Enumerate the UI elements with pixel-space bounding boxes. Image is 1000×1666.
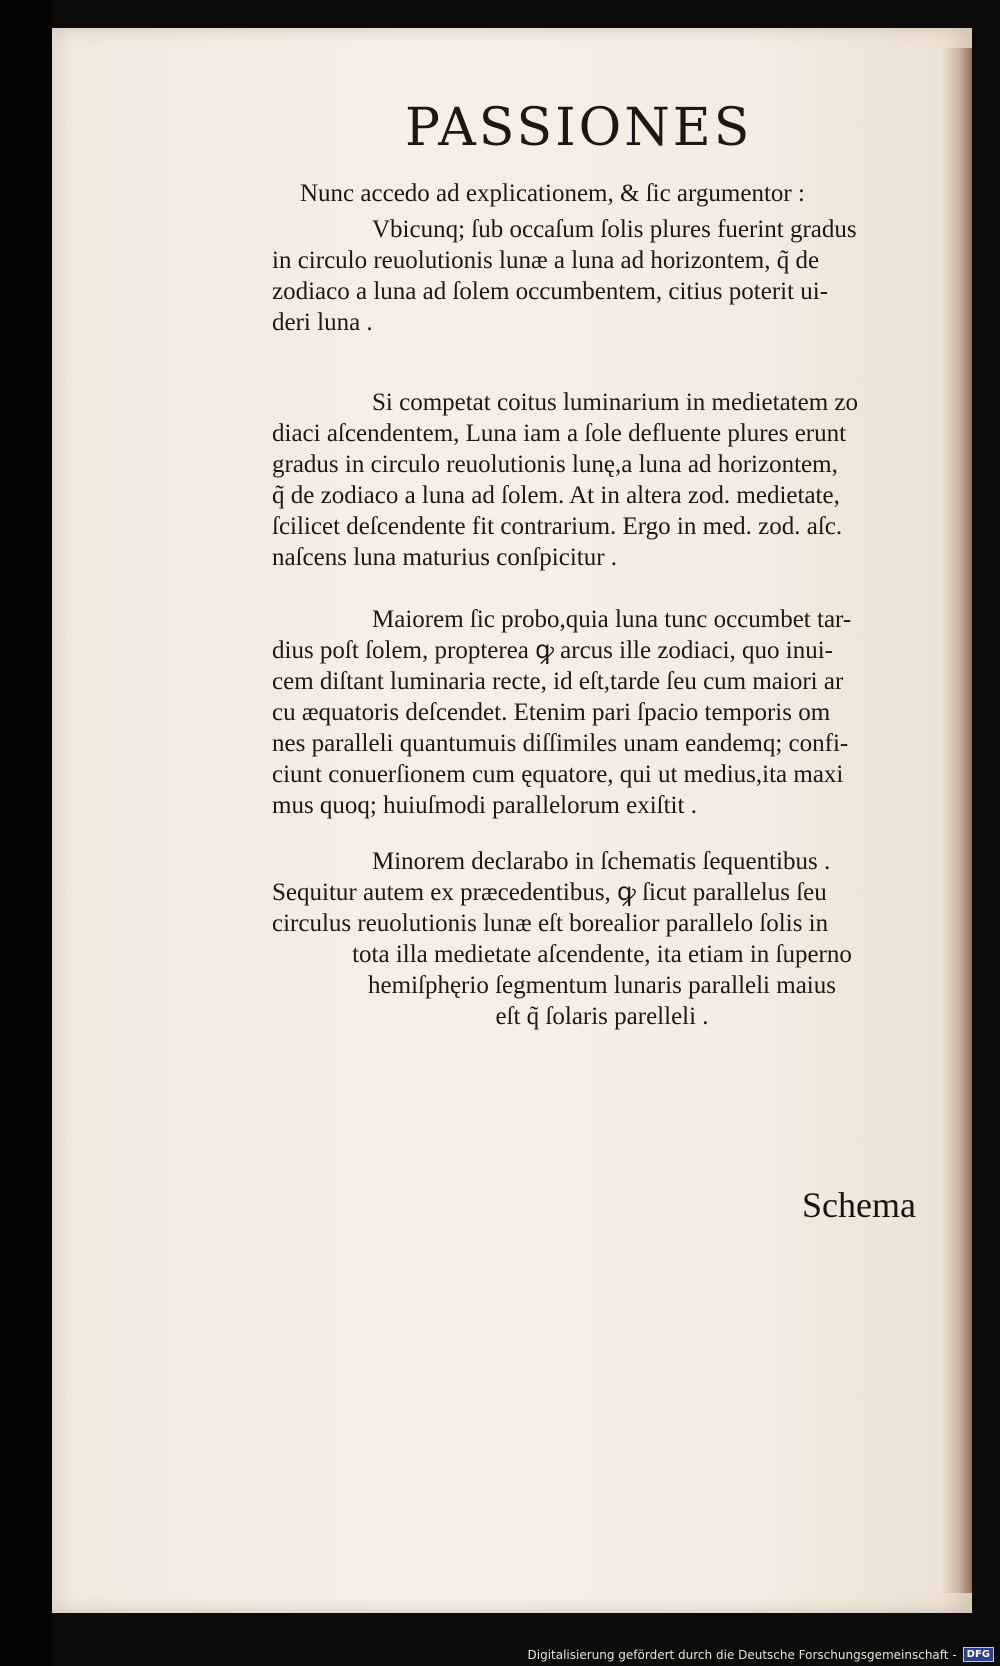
intro-line: Nunc accedo ad explicationem, & ſic argumentor : [300, 180, 805, 207]
text-line: Sequitur autem ex præcedentibus, ꝙ ſicut parallelus ſeu [272, 879, 827, 906]
text-line: dius poſt ſolem, propterea ꝙ arcus ille zodiaci, quo inui- [272, 637, 833, 664]
text-line: Maiorem ſic probo,quia luna tunc occumbet tar- [372, 606, 852, 633]
text-line: zodiaco a luna ad ſolem occumbentem, citius poterit ui- [272, 278, 829, 305]
paragraph-3 [272, 604, 851, 821]
paragraph-4 [272, 846, 932, 1032]
text-line: eſt q̃ ſolaris parelleli . [495, 1003, 709, 1030]
dfg-logo-icon: DFG [963, 1647, 994, 1662]
text-line: ciunt conuerſionem cum ęquatore, qui ut medius,ita maxi [272, 761, 844, 788]
text-line: q̃ de zodiaco a luna ad ſolem. At in altera zod. medietate, [272, 482, 840, 509]
text-line: naſcens luna maturius conſpicitur . [272, 544, 618, 571]
page-edge [942, 48, 972, 1593]
text-line: mus quoq; huiuſmodi parallelorum exiſtit . [272, 792, 697, 819]
credit-text: Digitalisierung gefördert durch die Deutsche Forschungsgemeinschaft - [527, 1647, 957, 1662]
paragraph-2 [272, 387, 858, 573]
text-line: hemiſphęrio ſegmentum lunaris paralleli maius [368, 972, 836, 999]
text-line: deri luna . [272, 309, 373, 336]
running-heading: PASSIONES [405, 98, 753, 158]
digitization-credit [528, 1647, 995, 1662]
text-line: in circulo reuolutionis lunæ a luna ad horizontem, q̃ de [272, 247, 820, 274]
text-line: ſcilicet deſcendente fit contrarium. Ergo in med. zod. aſc. [272, 513, 843, 540]
binding-shadow [0, 0, 52, 1666]
text-line: cem diſtant luminaria recte, id eſt,tarde ſeu cum maiori ar [272, 668, 844, 695]
text-line: circulus reuolutionis lunæ eſt borealior parallelo ſolis in [272, 910, 829, 937]
text-line: diaci aſcendentem, Luna iam a ſole defluente plures erunt [272, 420, 847, 447]
text-line: tota illa medietate aſcendente, ita etiam in ſuperno [352, 941, 852, 968]
paragraph-1 [272, 214, 857, 338]
text-line: Si competat coitus luminarium in medietatem zo [372, 389, 858, 416]
text-line: Vbicunq; ſub occaſum ſolis plures fuerint gradus [372, 216, 857, 243]
text-line: nes paralleli quantumuis diſſimiles unam eandemq; confi- [272, 730, 849, 757]
text-line: cu æquatoris deſcendet. Etenim pari ſpacio temporis om [272, 699, 831, 726]
catchword: Schema [802, 1185, 916, 1225]
text-line: gradus in circulo reuolutionis lunę,a luna ad horizontem, [272, 451, 838, 478]
text-line: Minorem declarabo in ſchematis ſequentibus . [372, 848, 831, 875]
